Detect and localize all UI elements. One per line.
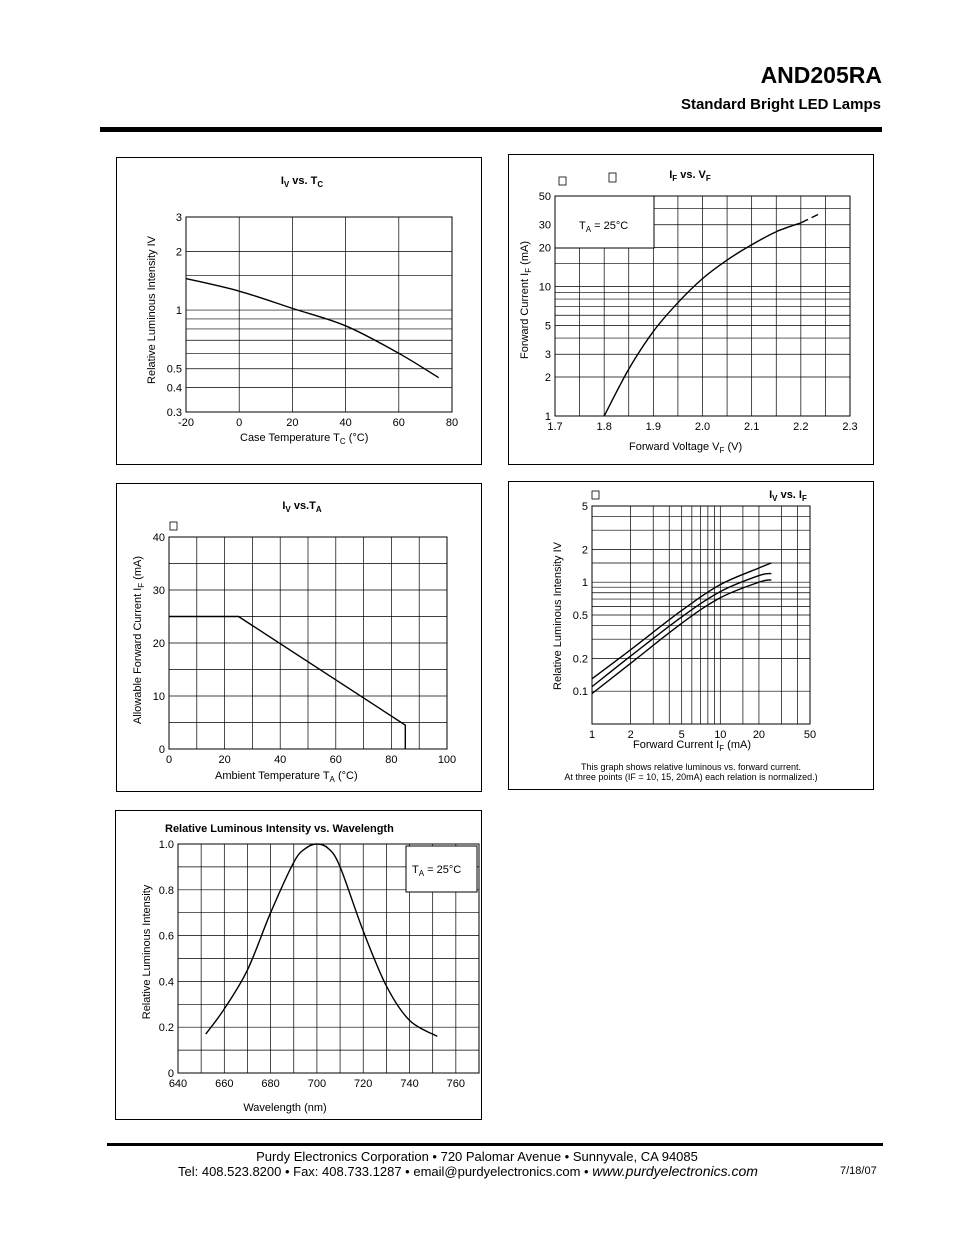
- x-tick-label: 2.1: [744, 421, 760, 433]
- y-tick-label: 50: [538, 191, 551, 203]
- chart-intensity-vs-wavelength: [115, 810, 482, 1120]
- tick-labels: [153, 532, 456, 766]
- x-tick-label: 1.9: [645, 421, 661, 433]
- y-tick-label: 30: [538, 219, 551, 232]
- y-tick-label: 10: [538, 281, 551, 294]
- placeholder-glyph: [170, 522, 177, 530]
- chart-title: $I_V$ vs. $I_F$: [769, 489, 807, 503]
- x-tick-label: 60: [392, 417, 405, 429]
- part-number: AND205RA: [760, 62, 882, 88]
- y-tick-label: 1: [175, 305, 182, 318]
- grid: [592, 506, 810, 724]
- x-tick-label: 1.8: [596, 421, 612, 433]
- tick-labels: [573, 501, 816, 741]
- x-tick-label: 10: [714, 729, 727, 741]
- x-axis-label: Wavelength (nm): [243, 1102, 327, 1114]
- placeholder-glyph: [592, 491, 599, 499]
- y-tick-label: 0.5: [572, 610, 588, 622]
- y-tick-label: 40: [152, 532, 165, 544]
- chart-iv-vs-tc: [116, 157, 482, 465]
- series-group: [169, 617, 405, 750]
- y-tick-label: 0.2: [158, 1022, 174, 1035]
- x-tick-label: 720: [354, 1078, 373, 1090]
- x-tick-label: 50: [803, 729, 817, 741]
- x-tick-label: 20: [752, 729, 766, 741]
- header-rule: [100, 127, 882, 132]
- x-tick-label: 5: [678, 729, 685, 741]
- y-tick-label: 20: [538, 242, 551, 255]
- x-axis-label: Ambient Temperature $T_A$ (°C): [215, 770, 358, 784]
- y-tick-label: 0.8: [158, 884, 174, 897]
- chart-title: Relative Luminous Intensity vs. Wavelength: [165, 823, 394, 835]
- y-tick-label: 2: [581, 544, 588, 557]
- tick-labels: [167, 212, 458, 429]
- x-tick-label: 660: [215, 1078, 234, 1090]
- x-tick-label: 1: [588, 729, 596, 741]
- y-tick-label: 0.4: [166, 382, 182, 395]
- y-axis-label: Allowable Forward Current $I_F$ (mA): [132, 555, 146, 725]
- y-axis-label: Relative Luminous Intensity: [141, 884, 153, 1020]
- chart-iv-vs-if: [508, 481, 874, 790]
- y-tick-label: 30: [152, 585, 165, 597]
- x-tick-label: 20: [218, 754, 231, 766]
- y-axis-label: Forward Current $I_F$ (mA): [519, 241, 533, 359]
- series-group: [206, 844, 438, 1036]
- x-tick-label: 60: [329, 754, 342, 766]
- y-tick-label: 0.4: [158, 976, 174, 989]
- x-tick-label: 2: [627, 729, 634, 741]
- placeholder-glyph: [609, 173, 616, 182]
- y-tick-label: 0.3: [166, 407, 182, 419]
- y-axis-label: Relative Luminous Intensity IV: [552, 542, 564, 690]
- x-tick-label: -20: [178, 417, 194, 429]
- placeholder-glyph: [559, 177, 566, 185]
- x-tick-label: 0: [236, 417, 243, 429]
- grid: [169, 537, 447, 749]
- y-tick-label: 1: [581, 577, 588, 590]
- y-tick-label: 1: [544, 411, 551, 423]
- x-tick-label: 740: [400, 1078, 419, 1090]
- x-tick-label: 1.7: [547, 421, 563, 433]
- chart-note-line2: At three points (IF = 10, 15, 20mA) each relation is normalized.): [564, 772, 818, 782]
- y-tick-label: 0.1: [572, 686, 588, 699]
- footer-address: Purdy Electronics Corporation • 720 Palomar Avenue • Sunnyvale, CA 94085: [256, 1149, 698, 1164]
- x-tick-label: 0: [165, 754, 173, 766]
- x-tick-label: 760: [446, 1078, 466, 1090]
- x-tick-label: 80: [385, 754, 398, 766]
- x-tick-label: 2.2: [793, 421, 809, 433]
- footer-rule: [107, 1143, 883, 1146]
- series-line-1: [186, 279, 439, 378]
- x-tick-label: 20: [286, 417, 299, 429]
- series-line-2: [801, 214, 818, 222]
- y-tick-label: 0.5: [166, 363, 182, 376]
- x-tick-label: 80: [445, 417, 459, 429]
- footer-contact: [178, 1163, 758, 1179]
- x-tick-label: 2.0: [694, 421, 711, 433]
- x-tick-label: 40: [274, 754, 287, 766]
- chart-title: $I_V$ vs. $T_C$: [280, 175, 324, 189]
- y-tick-label: 20: [152, 638, 165, 650]
- y-tick-label: 5: [544, 320, 551, 333]
- y-tick-label: 0.6: [158, 930, 174, 943]
- website-link[interactable]: www.purdyelectronics.com: [592, 1163, 758, 1179]
- footer-contact-text: Tel: 408.523.8200 • Fax: 408.733.1287 • email@purdyelectronics.com •: [178, 1164, 593, 1179]
- annotation-ta: $T_A = 25^\circ C$: [579, 220, 629, 234]
- x-axis-label: Forward Current $I_F$ (mA): [633, 739, 751, 753]
- grid: [186, 217, 452, 412]
- y-tick-label: 5: [581, 501, 588, 513]
- annotation-ta: $T_A = 25^\circ C$: [412, 864, 462, 878]
- y-tick-label: 0: [158, 744, 165, 756]
- x-axis-label: Forward Voltage $V_F$ (V): [629, 441, 743, 455]
- chart-title: $I_F$ vs. $V_F$: [669, 169, 711, 183]
- y-tick-label: 3: [175, 212, 182, 224]
- y-tick-label: 2: [544, 372, 551, 385]
- series-line-1: [169, 617, 405, 750]
- x-tick-label: 680: [261, 1078, 280, 1090]
- chart-note-line1: This graph shows relative luminous vs. forward current.: [580, 762, 802, 772]
- chart-if-vs-vf: [508, 154, 874, 465]
- document-subtitle: Standard Bright LED Lamps: [680, 96, 881, 113]
- x-tick-label: 40: [339, 417, 352, 429]
- x-tick-label: 640: [168, 1078, 188, 1090]
- y-tick-label: 0.2: [572, 653, 588, 666]
- y-tick-label: 0: [167, 1068, 174, 1080]
- series-group: [186, 279, 439, 378]
- x-axis-label: Case Temperature $T_C$ (°C): [240, 432, 369, 446]
- series-line-1: [206, 844, 438, 1036]
- x-tick-label: 700: [307, 1078, 327, 1090]
- plot-area: [186, 217, 452, 412]
- footer-date: 7/18/07: [840, 1165, 877, 1177]
- x-tick-label: 2.3: [842, 421, 858, 433]
- y-tick-label: 1.0: [158, 839, 174, 851]
- y-tick-label: 2: [175, 246, 182, 259]
- y-tick-label: 3: [544, 349, 551, 362]
- x-tick-label: 100: [437, 754, 457, 766]
- chart-title: $I_V$ $vs.T_A$: [282, 500, 322, 514]
- chart-if-vs-ta: [116, 483, 482, 792]
- y-axis-label: Relative Luminous Intensity IV: [146, 236, 158, 384]
- y-tick-label: 10: [152, 691, 165, 703]
